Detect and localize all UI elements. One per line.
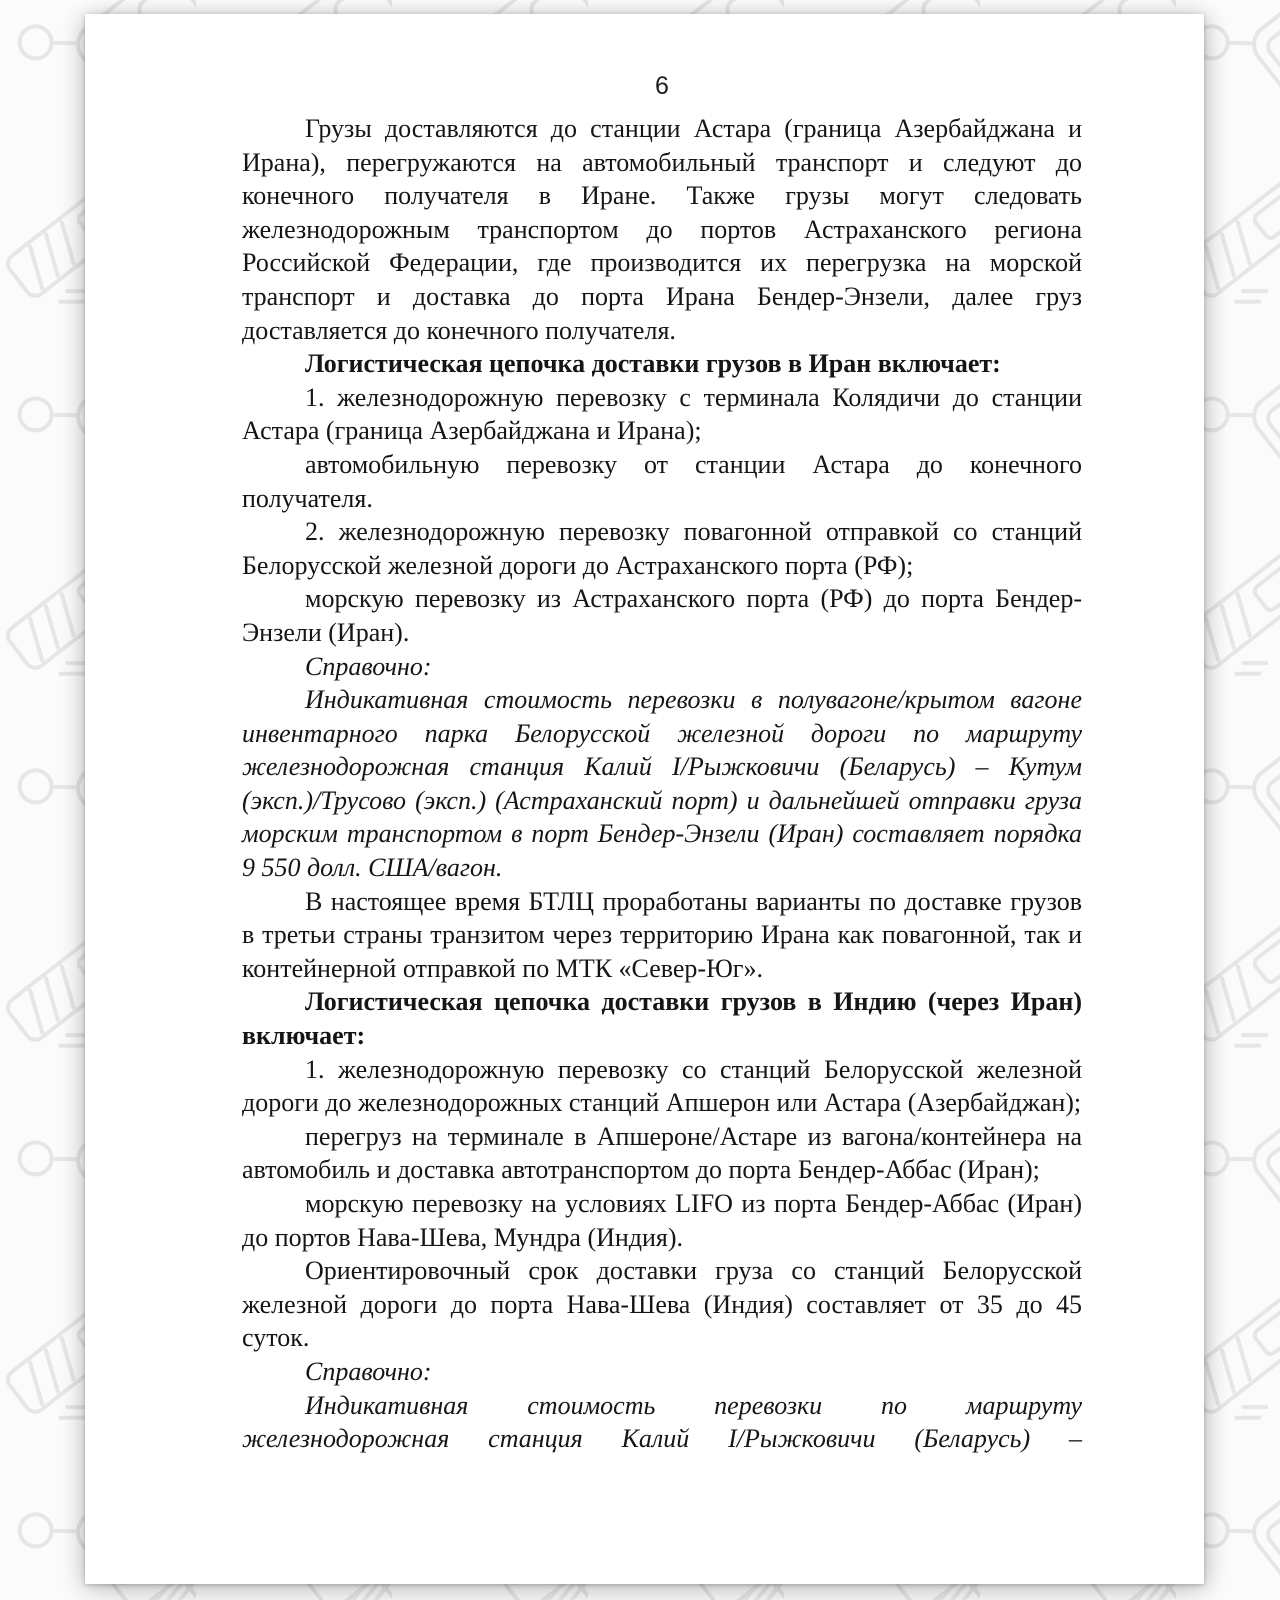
note-indicative-cost-route: Индикативная стоимость перевозки по маршруту железнодорожная станция Калий I/Рыжковичи (Беларусь) – [242, 1390, 1082, 1454]
page-number: 6 [655, 72, 669, 100]
list-item-1-rail-belarus: 1. железнодорожную перевозку со станций Белорусской железной дороги до железнодорожных станций Апшерон или Астара (Азербайджан); [242, 1054, 1082, 1118]
list-item-2-rail-wagon: 2. железнодорожную перевозку повагонной отправкой со станций Белорусской железной дороги до Астраханского порта (РФ); [242, 517, 1082, 580]
heading-chain-iran: Логистическая цепочка доставки грузов в Иран включает: [305, 349, 1001, 379]
paragraph-btlc-variants: В настоящее время БТЛЦ проработаны варианты по доставке грузов в третьи страны транзитом через территорию Ирана как повагонной, так и контейнерной отправкой по МТК «Север-Юг». [242, 886, 1082, 983]
list-item-sea-lifo: морскую перевозку на условиях LIFO из порта Бендер-Аббас (Иран) до портов Нава-Шева, Мундра (Индия). [242, 1189, 1082, 1252]
note-label-1: Справочно: [305, 651, 432, 681]
list-item-reload-terminal: перегруз на терминале в Апшероне/Астаре из вагона/​контейнера на автомобиль и доставка автотранспортом до порта Бендер-Аббас (Иран); [242, 1121, 1082, 1185]
list-item-sea-astrakhan: морскую перевозку из Астраханского порта (РФ) до порта Бендер-Энзели (Иран). [242, 584, 1082, 647]
document-content [242, 72, 1082, 1456]
note-indicative-cost-wagon: Индикативная стоимость перевозки в полувагоне/крытом вагоне инвентарного парка Белорусской железной дороги по маршруту железнодорожная станция Калий I/Рыжковичи (Беларусь) – Кутум (эксп.)/Трусово (эксп.) (Астраханский порт) и дальнейшей отправки груза морским транспортом в порт Бендер-Энзели (Иран) составляет порядка 9 550 долл. США/вагон. [242, 685, 1082, 883]
list-item-1-rail-kolyadichi: 1. железнодорожную перевозку с терминала Колядичи до станции Астара (граница Азербайджана и Ирана); [242, 382, 1082, 446]
note-label-2: Справочно: [305, 1356, 432, 1386]
document-page [85, 14, 1204, 1584]
paragraph-cargo-delivery: Грузы доставляются до станции Астара (граница Азербайджана и Ирана), перегружаются на автомобильный транспорт и следуют до конечного получателя в Иране. Также грузы могут следовать железнодорожным транспортом до портов Астраханского региона Российской Федерации, где производится их перегрузка на морской транспорт и доставка до порта Ирана Бендер-Энзели, далее груз доставляется до конечного получателя. [242, 114, 1082, 345]
paragraph-delivery-time: Ориентировочный срок доставки груза со станций Белорусской железной дороги до порта Нава-Шева (Индия) составляет от 35 до 45 суток. [242, 1256, 1082, 1353]
list-item-road-astara: автомобильную перевозку от станции Астара до конечного получателя. [242, 449, 1082, 513]
heading-chain-india: Логистическая цепочка доставки грузов в Индию (через Иран) включает: [242, 987, 1082, 1051]
